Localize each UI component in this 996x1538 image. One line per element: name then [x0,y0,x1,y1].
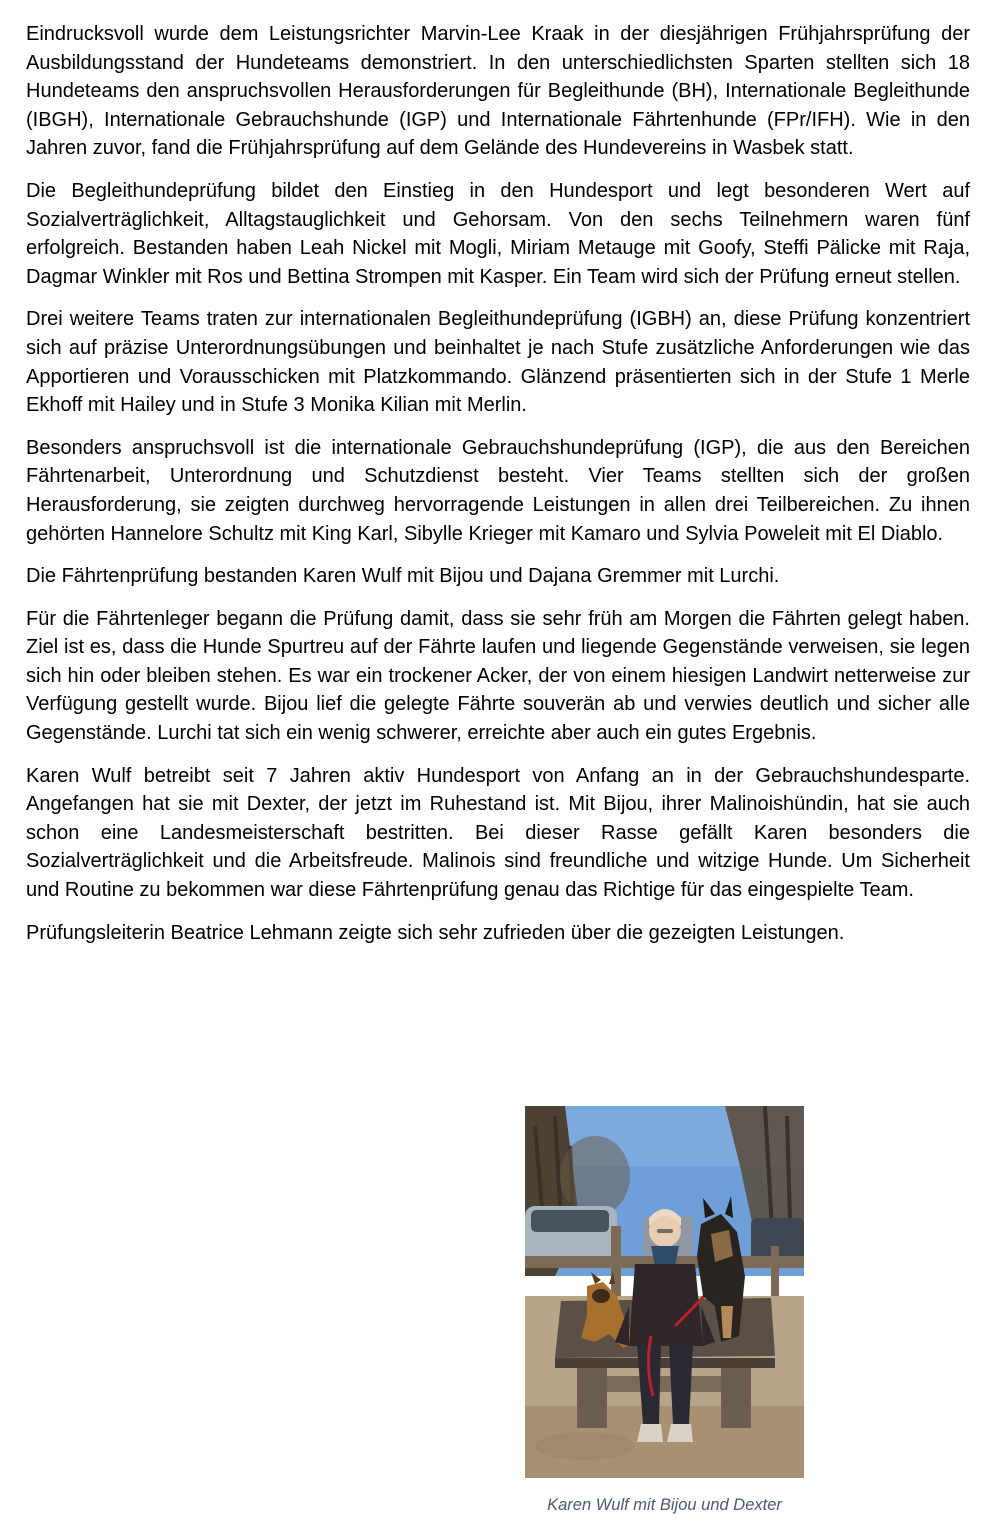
photo-caption: Karen Wulf mit Bijou und Dexter [547,1496,782,1514]
paragraph-begleithunde: Die Begleithundeprüfung bildet den Einstieg in den Hundesport und legt besonderen Wert auf Sozialverträglichkeit, Alltagstauglichkeit und Gehorsam. Von den sechs Teilnehmern waren fünf erfolgreich. Bestanden haben Leah Nickel mit Mogli, Miriam Metauge mit Goofy, Steffi Pälicke mit Raja, Dagmar Winkler mit Ros und Bettina Strompen mit Kasper. Ein Team wird sich der Prüfung erneut stellen. [26,179,970,288]
article-body [26,20,970,961]
paragraph-pruefungsleiterin: Prüfungsleiterin Beatrice Lehmann zeigte sich sehr zufrieden über die gezeigten Leistungen. [26,921,845,944]
paragraph-faehrtenleger: Für die Fährtenleger begann die Prüfung damit, dass sie sehr früh am Morgen die Fährten gelegt haben. Ziel ist es, dass die Hunde Spurtreu auf der Fährte laufen und liegende Gegenstände verweisen, sie legen sich hin oder bleiben stehen. Es war ein trockener Acker, der von einem hiesigen Landwirt netterweise zur Verfügung gestellt wurde. Bijou lief die gelegte Fährte souverän ab und verwies deutlich und sicher alle Gegenstände. Lurchi tat sich ein wenig schwerer, erreichte aber auch ein gutes Ergebnis. [26,607,970,745]
paragraph-intro: Eindrucksvoll wurde dem Leistungsrichter Marvin-Lee Kraak in der diesjährigen Frühjahrsprüfung der Ausbildungsstand der Hundeteams demonstriert. In den unterschiedlichsten Sparten stellten sich 18 Hundeteams den anspruchsvollen Herausforderungen für Begleithunde (BH), Internationale Begleithunde (IBGH), Internationale Gebrauchshunde (IGP) und Internationale Fährtenhunde (FPr/IFH). Wie in den Jahren zuvor, fand die Frühjahrsprüfung auf dem Gelände des Hundevereins in Wasbek statt. [26,23,970,160]
paragraph-faehrtenpruefung: Die Fährtenprüfung bestanden Karen Wulf mit Bijou und Dajana Gremmer mit Lurchi. [26,565,780,588]
photo-person-jacket [629,1264,703,1346]
paragraph-karen-wulf: Karen Wulf betreibt seit 7 Jahren aktiv Hundesport von Anfang an in der Gebrauchshundesparte. Angefangen hat sie mit Dexter, der jetzt im Ruhestand ist. Mit Bijou, ihrer Malinoishündin, hat sie auch schon eine Landesmeisterschaft bestritten. Bei dieser Rasse gefällt Karen besonders die Sozialverträglichkeit und die Arbeitsfreude. Malinois sind freundliche und witzige Hunde. Um Sicherheit und Routine zu bekommen war diese Fährtenprüfung genau das Richtige für das eingespielte Team. [26,764,970,902]
photo-person-scarf [651,1246,679,1266]
paragraph-igp: Besonders anspruchsvoll ist die internationale Gebrauchshundeprüfung (IGP), die aus den Bereichen Fährtenarbeit, Unterordnung und Schutzdienst besteht. Vier Teams stellten sich der großen Herausforderung, sie zeigten durchweg hervorragende Leistungen in allen drei Teilbereichen. Zu ihnen gehörten Hannelore Schultz mit King Karl, Sibylle Krieger mit Kamaro und Sylvia Poweleit mit El Diablo. [26,436,970,545]
paragraph-igbh: Drei weitere Teams traten zur internationalen Begleithundeprüfung (IGBH) an, diese Prüfung konzentriert sich auf präzise Unterordnungsübungen und beinhaltet je nach Stufe zusätzliche Anforderungen wie das Apportieren und Vorausschicken mit Platzkommando. Glänzend präsentierten sich in der Stufe 1 Merle Ekhoff mit Hailey und in Stufe 3 Monika Kilian mit Merlin. [26,308,970,417]
team-photo [525,1106,804,1478]
